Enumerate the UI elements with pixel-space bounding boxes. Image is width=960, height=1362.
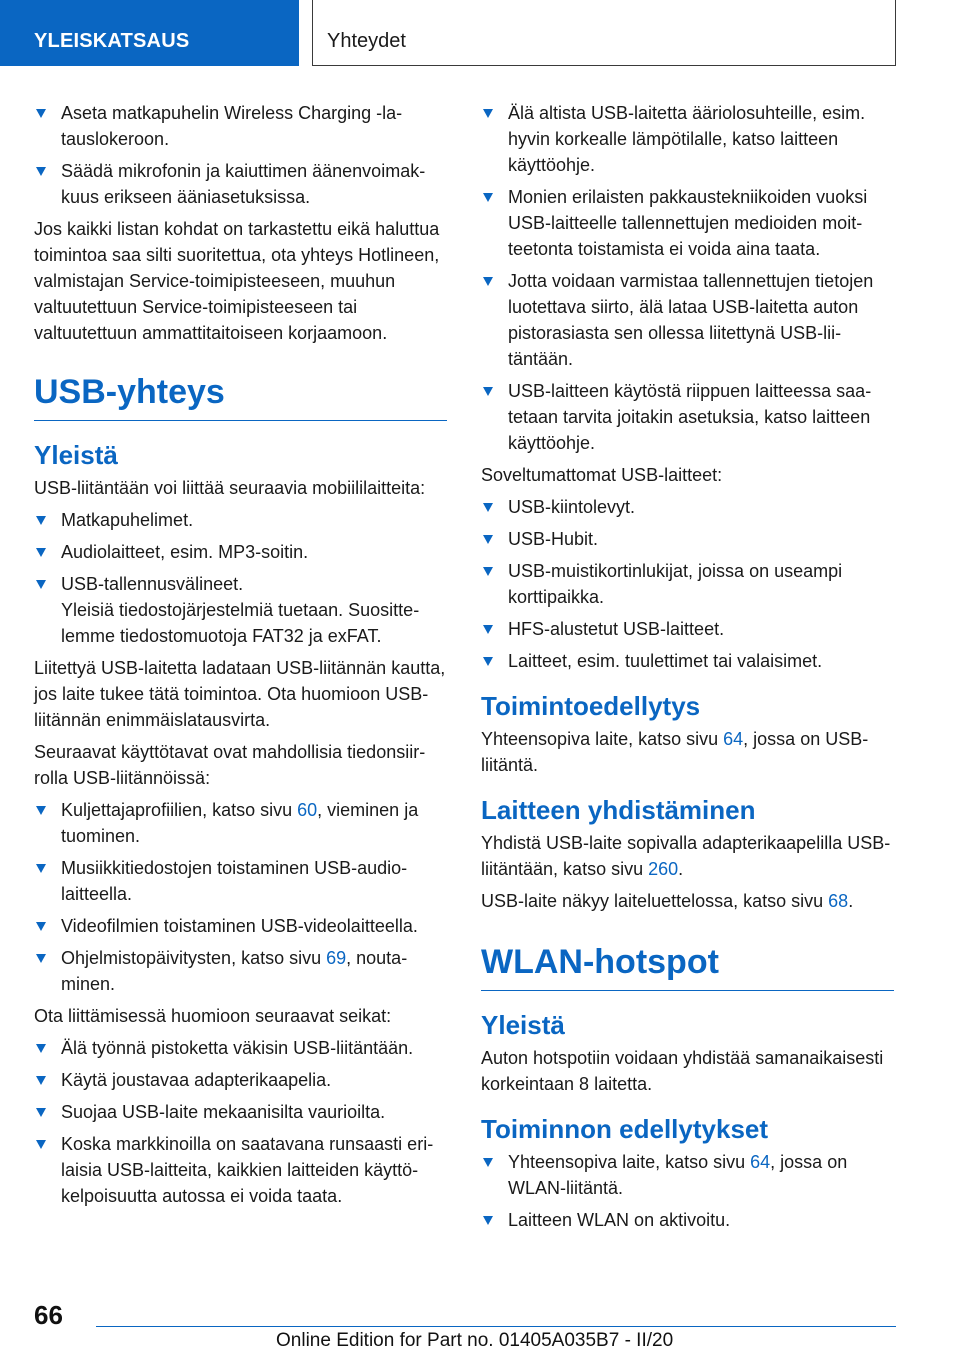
bullet-list <box>34 1035 447 1209</box>
list-item: Älä työnnä pistoketta väkisin USB-liitäntään. <box>34 1035 447 1061</box>
list-note: Yleisiä tiedostojärjestelmiä tuetaan. Suosittelemme tiedostomuotoja FAT32 ja exFAT. <box>61 600 420 646</box>
paragraph: Yhteensopiva laite, katso sivu 64, jossa on USB-liitäntä. <box>481 729 869 775</box>
list-item: HFS-alustetut USB-laitteet. <box>481 616 894 642</box>
bullet-triangle-icon <box>36 806 46 815</box>
paragraph: Ota liittämisessä huomioon seuraavat seikat: <box>34 1006 392 1026</box>
paragraph: Liitettyä USB-laitetta ladataan USB-liitännän kautta, jos laite tukee tätä toimintoa. Ota huomioon USB-liitännän enimmäislatausvirta. <box>34 658 446 730</box>
list-item: USB-kiintolevyt. <box>481 494 894 520</box>
bullet-triangle-icon <box>36 1140 46 1149</box>
paragraph: Auton hotspotiin voidaan yhdistää samanaikaisesti korkeintaan 8 laitetta. <box>481 1048 884 1094</box>
bullet-triangle-icon <box>483 193 493 202</box>
chapter-title: Yhteydet <box>327 30 406 52</box>
subheading-general: Yleistä <box>481 1010 565 1040</box>
bullet-triangle-icon <box>483 625 493 634</box>
paragraph: Yhdistä USB-laite sopivalla adapterikaapelilla USB-liitäntään, katso sivu 260. <box>481 833 891 879</box>
bullet-triangle-icon <box>483 277 493 286</box>
bullet-triangle-icon <box>483 535 493 544</box>
list-item: Aseta matkapuhelin Wireless Charging -latauslokeroon. <box>34 100 447 152</box>
bullet-triangle-icon <box>483 657 493 666</box>
list-item: Koska markkinoilla on saatavana runsaasti erilaisia USB-laitteita, kaikkien laitteiden käyttökelpoisuutta autossa ei voida taata. <box>34 1131 447 1209</box>
bullet-triangle-icon <box>483 1216 493 1225</box>
paragraph: Soveltumattomat USB-laitteet: <box>481 465 723 485</box>
list-item: Audiolaitteet, esim. MP3-soitin. <box>34 539 447 565</box>
list-item: Matkapuhelimet. <box>34 507 447 533</box>
bullet-list <box>34 100 447 210</box>
bullet-triangle-icon <box>483 387 493 396</box>
list-item: Kuljettajaprofiilien, katso sivu 60, vieminen ja tuominen. <box>34 797 447 849</box>
bullet-triangle-icon <box>36 167 46 176</box>
subheading-prerequisites: Toiminnon edellytykset <box>481 1114 769 1144</box>
bullet-list <box>481 494 894 674</box>
paragraph: Jos kaikki listan kohdat on tarkastettu eikä haluttua toimintoa saa silti suoritettua, ota yhteys Hotlineen, valmistajan Service-toimipisteeseen, muuhun valtuutettuun Service-toimipisteeseen tai valtuutettuun ammattitaitoiseen korjaamoon. <box>34 219 440 343</box>
page-link[interactable]: 60 <box>297 800 318 820</box>
bullet-triangle-icon <box>36 548 46 557</box>
page-link[interactable]: 260 <box>648 859 679 879</box>
subheading-general: Yleistä <box>34 440 118 470</box>
bullet-triangle-icon <box>483 1158 493 1167</box>
bullet-list <box>481 1149 894 1233</box>
list-item: USB-Hubit. <box>481 526 894 552</box>
subheading-connect: Laitteen yhdistäminen <box>481 795 756 825</box>
footer-divider <box>96 1326 896 1327</box>
list-item: Laitteet, esim. tuulettimet tai valaisimet. <box>481 648 894 674</box>
list-item: Säädä mikrofonin ja kaiuttimen äänenvoimakkuus erikseen ääniasetuksissa. <box>34 158 447 210</box>
bullet-triangle-icon <box>36 922 46 931</box>
bullet-list <box>481 100 894 456</box>
right-column <box>481 100 894 1239</box>
section-tab <box>0 0 299 66</box>
subheading-requirement: Toimintoedellytys <box>481 691 701 721</box>
bullet-triangle-icon <box>36 1108 46 1117</box>
page-link[interactable]: 68 <box>828 891 849 911</box>
bullet-triangle-icon <box>36 1044 46 1053</box>
paragraph: Seuraavat käyttötavat ovat mahdollisia tiedonsiirrolla USB-liitännöissä: <box>34 742 426 788</box>
list-item: USB-laitteen käytöstä riippuen laitteessa saatetaan tarvita joitakin asetuksia, katso laitteen käyttöohje. <box>481 378 894 456</box>
bullet-triangle-icon <box>483 109 493 118</box>
list-item: Ohjelmistopäivitysten, katso sivu 69, noutaminen. <box>34 945 447 997</box>
list-item: Laitteen WLAN on aktivoitu. <box>481 1207 894 1233</box>
page-number: 66 <box>34 1300 63 1330</box>
paragraph: USB-liitäntään voi liittää seuraavia mobiililaitteita: <box>34 478 426 498</box>
heading-wlan: WLAN-hotspot <box>481 942 894 991</box>
edition-footer: Online Edition for Part no. 01405A035B7 - II/20 <box>276 1330 674 1351</box>
list-item: Suojaa USB-laite mekaanisilta vaurioilta. <box>34 1099 447 1125</box>
left-column <box>34 100 447 1215</box>
page-link[interactable]: 69 <box>326 948 347 968</box>
paragraph: USB-laite näkyy laiteluettelossa, katso sivu 68. <box>481 891 854 911</box>
list-item: USB-tallennusvälineet. <box>34 571 447 597</box>
bullet-triangle-icon <box>36 1076 46 1085</box>
list-item: USB-muistikortinlukijat, joissa on useampi korttipaikka. <box>481 558 894 610</box>
bullet-triangle-icon <box>36 109 46 118</box>
section-title: YLEISKATSAUS <box>34 30 190 52</box>
list-item: Yhteensopiva laite, katso sivu 64, jossa on WLAN-liitäntä. <box>481 1149 894 1201</box>
bullet-list <box>34 797 447 997</box>
bullet-triangle-icon <box>36 516 46 525</box>
list-item: Videofilmien toistaminen USB-videolaitteella. <box>34 913 447 939</box>
bullet-triangle-icon <box>36 580 46 589</box>
bullet-list <box>34 507 447 597</box>
list-item: Monien erilaisten pakkaustekniikoiden vuoksi USB-laitteelle tallennettujen medioiden moitteetonta toistamista ei voida aina taata. <box>481 184 894 262</box>
page-link[interactable]: 64 <box>750 1152 771 1172</box>
bullet-triangle-icon <box>36 864 46 873</box>
bullet-triangle-icon <box>36 954 46 963</box>
list-item: Älä altista USB-laitetta ääriolosuhteille, esim. hyvin korkealle lämpötilalle, katso laitteen käyttöohje. <box>481 100 894 178</box>
page-link[interactable]: 64 <box>723 729 744 749</box>
heading-usb: USB-yhteys <box>34 372 447 421</box>
list-item: Musiikkitiedostojen toistaminen USB-audiolaitteella. <box>34 855 447 907</box>
bullet-triangle-icon <box>483 567 493 576</box>
list-item: Jotta voidaan varmistaa tallennettujen tietojen luotettava siirto, älä lataa USB-laitetta auton pistorasiasta sen ollessa liitettynä USB-liitäntään. <box>481 268 894 372</box>
chapter-tab <box>312 0 896 66</box>
bullet-triangle-icon <box>483 503 493 512</box>
list-item: Käytä joustavaa adapterikaapelia. <box>34 1067 447 1093</box>
